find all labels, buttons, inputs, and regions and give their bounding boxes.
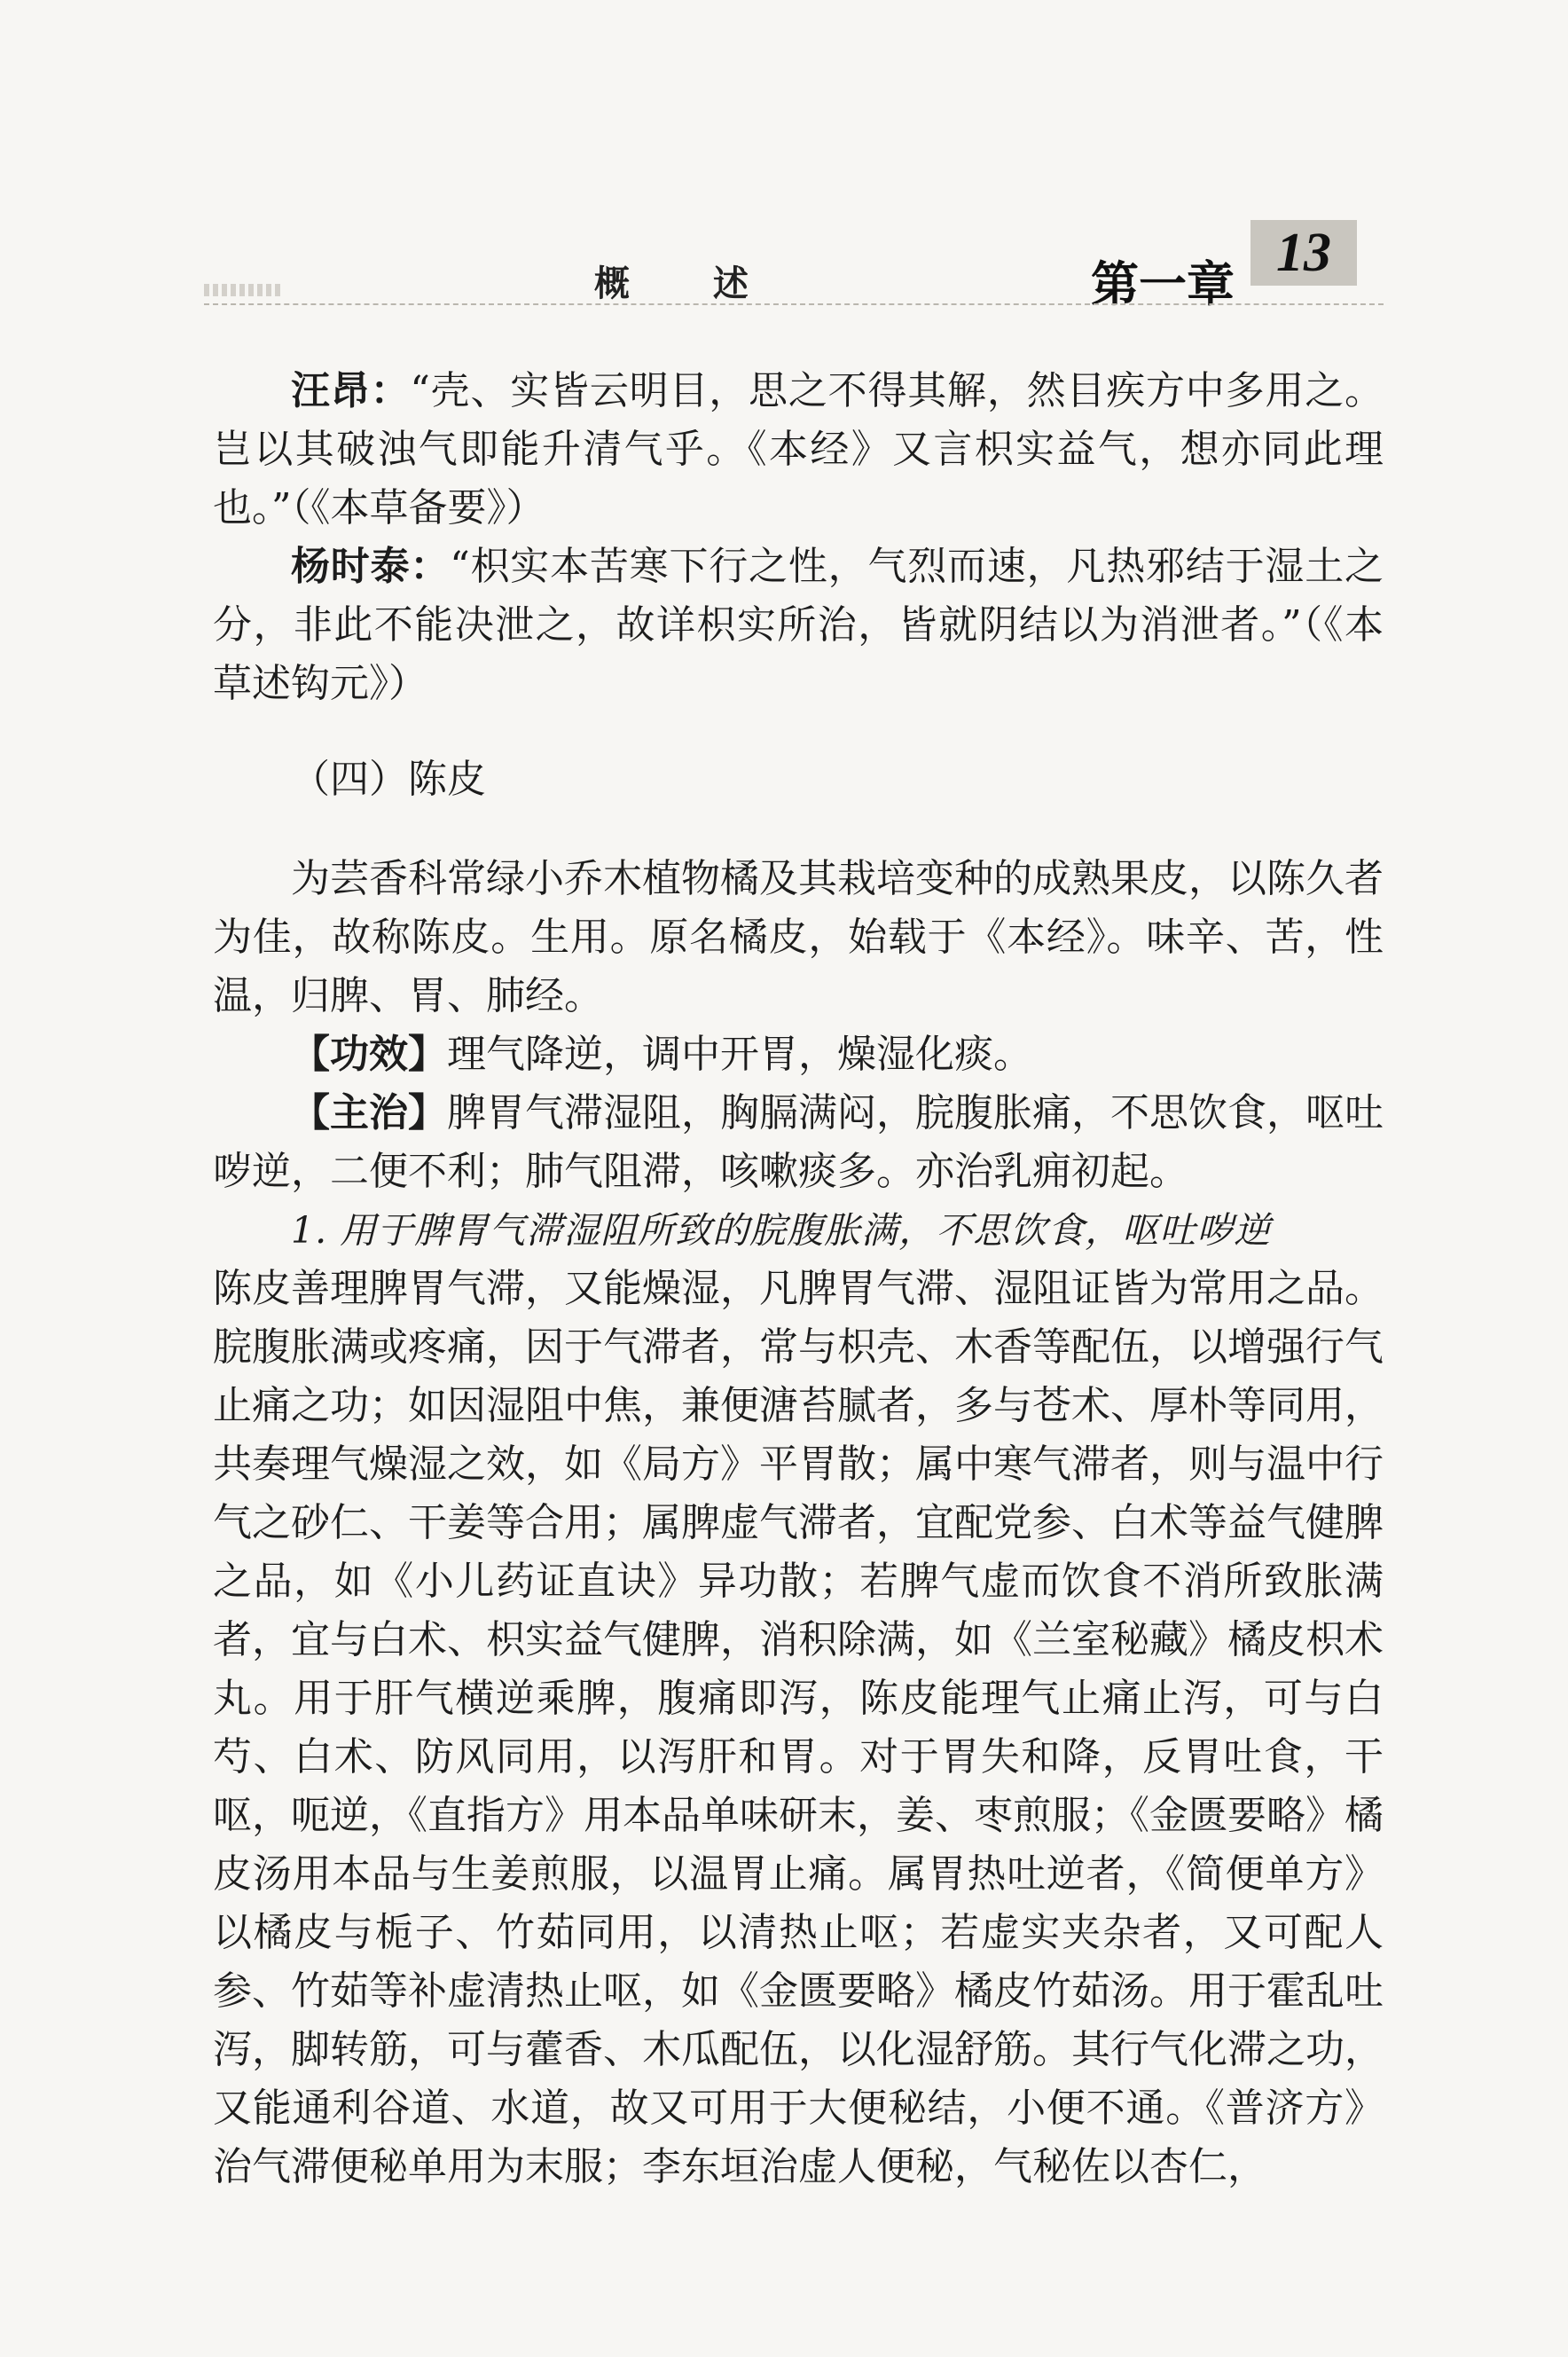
quote-paragraph [213,362,1384,538]
indication-label: 【主治】 [291,1090,447,1135]
page-number: 13 [1250,220,1357,286]
quote-author: 杨时泰： [291,544,451,589]
quote-author: 汪昂： [291,368,411,413]
efficacy-text: 理气降逆，调中开胃，燥湿化痰。 [447,1032,1032,1077]
quote-text: “枳实本苦寒下行之性，气烈而速，凡热邪结于湿土之分，非此不能决泄之，故详枳实所治，皆就阴结以为消泄者。”（《本草述钩元》） [213,544,1384,706]
header-divider [204,303,1384,305]
chapter-title: 第一章 [1091,255,1235,312]
main-paragraph: 陈皮善理脾胃气滞，又能燥湿，凡脾胃气滞、湿阻证皆为常用之品。脘腹胀满或疼痛，因于气滞者，常与枳壳、木香等配伍，以增强行气止痛之功；如因湿阻中焦，兼便溏苔腻者，多与苍术、厚朴等同用，共奏理气燥湿之效，如《局方》平胃散；属中寒气滞者，则与温中行气之砂仁、干姜等合用；属脾虚气滞者，宜配党参、白术等益气健脾之品，如《小儿药证直诀》异功散；若脾气虚而饮食不消所致胀满者，宜与白术、枳实益气健脾，消积除满，如《兰室秘藏》橘皮枳术丸。用于肝气横逆乘脾，腹痛即泻，陈皮能理气止痛止泻，可与白芍、白术、防风同用，以泻肝和胃。对于胃失和降，反胃吐食，干呕，呃逆，《直指方》用本品单味研末，姜、枣煎服；《金匮要略》橘皮汤用本品与生姜煎服，以温胃止痛。属胃热吐逆者，《简便单方》以橘皮与栀子、竹茹同用，以清热止呕；若虚实夹杂者，又可配人参、竹茹等补虚清热止呕，如《金匮要略》橘皮竹茹汤。用于霍乱吐泻，脚转筋，可与藿香、木瓜配伍，以化湿舒筋。其行气化滞之功，又能通利谷道、水道，故又可用于大便秘结，小便不通。《普济方》治气滞便秘单用为末服；李东垣治虚人便秘，气秘佐以杏仁， [213,1266,1384,2189]
numbered-subheading: 1. 用于脾胃气滞湿阻所致的脘腹胀满，不思饮食，呕吐哕逆 [291,1209,1272,1252]
intro-paragraph: 为芸香科常绿小乔木植物橘及其栽培变种的成熟果皮，以陈久者为佳，故称陈皮。生用。原名橘皮，始载于《本经》。味辛、苦，性温，归脾、胃、肺经。 [213,856,1384,1018]
quote-text: “壳、实皆云明目，思之不得其解，然目疾方中多用之。岂以其破浊气即能升清气乎。《本经》又言枳实益气，想亦同此理也。”（《本草备要》） [213,368,1384,530]
header-ornament [204,284,280,296]
efficacy-label: 【功效】 [291,1032,447,1077]
running-header [204,222,1384,319]
quote-paragraph [213,538,1384,713]
indication-text: 脾胃气滞湿阻，胸膈满闷，脘腹胀痛，不思饮食，呕吐哕逆，二便不利；肺气阻滞，咳嗽痰多。亦治乳痈初起。 [213,1090,1384,1194]
body-text [213,362,1384,2196]
section-heading: （四）陈皮 [291,757,486,802]
efficacy-paragraph [213,1025,1384,1084]
section-title: 概 述 [594,263,784,304]
indication-paragraph [213,1084,1384,1201]
